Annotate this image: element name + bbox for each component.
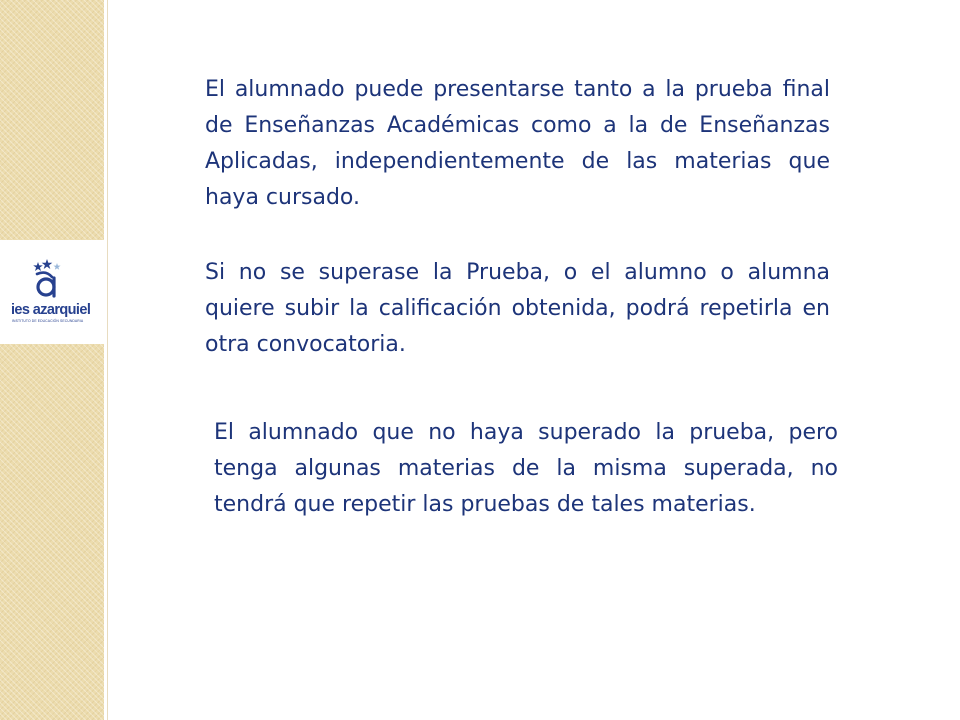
logo-wordmark: ies azarquiel — [11, 302, 91, 318]
star-icon — [53, 263, 60, 270]
band-divider-line — [107, 0, 108, 720]
star-icon — [42, 259, 53, 269]
paragraph-retake: Si no se superase la Prueba, o el alumno o alumna quiere subir la calificación obtenida, podrá repetirla en otra convocatoria. — [205, 260, 830, 357]
paragraph-passed-subjects: El alumnado que no haya superado la prueba, pero tenga algunas materias de la misma superada, no tendrá que repetir las pruebas de tales materias. — [214, 420, 838, 517]
logo-graphic — [0, 240, 104, 344]
paragraph-exam-choice: El alumnado puede presentarse tanto a la prueba final de Enseñanzas Académicas como a la de Enseñanzas Aplicadas, independientemente de las materias que haya cursado. — [205, 77, 830, 210]
logo-tagline: INSTITUTO DE EDUCACIÓN SECUNDARIA — [12, 319, 84, 323]
ies-azarquiel-logo — [0, 240, 104, 344]
logo-accent-stroke — [37, 273, 52, 277]
star-icon — [33, 262, 43, 271]
decorative-side-band — [0, 0, 104, 720]
